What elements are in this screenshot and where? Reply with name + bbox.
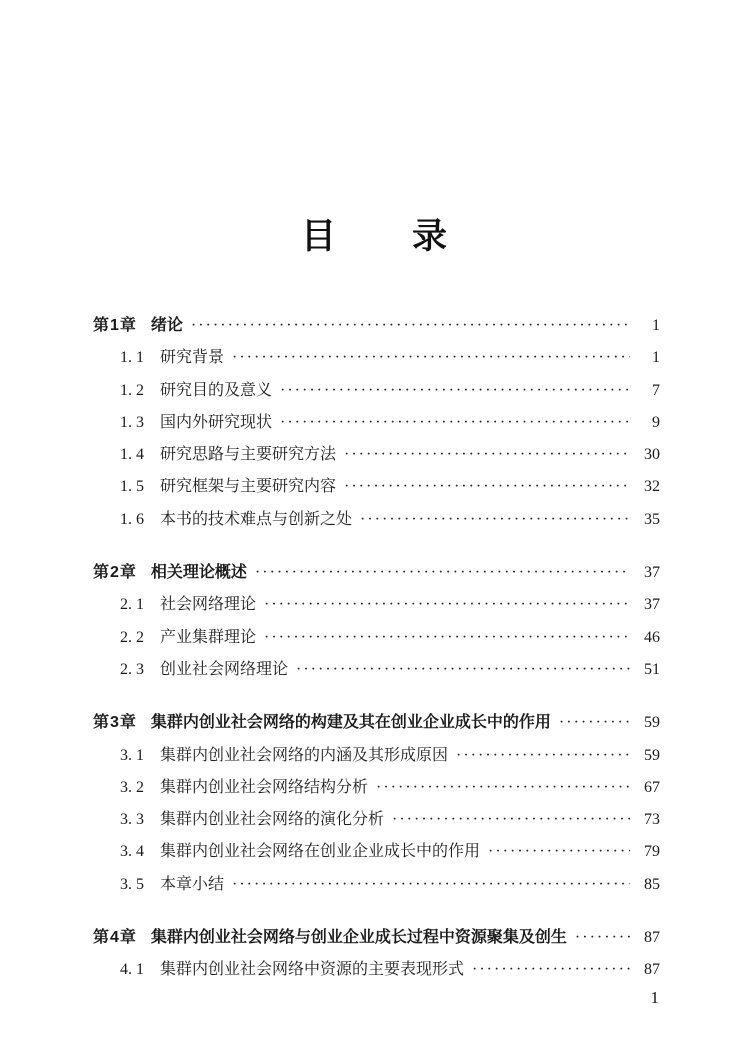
entry-number: 3. 3 (120, 811, 144, 829)
entry-title: 集群内创业社会网络结构分析 (160, 778, 369, 796)
entry-title: 本书的技术难点与创新之处 (160, 510, 353, 528)
entry-title: 创业社会网络理论 (160, 660, 289, 678)
toc-item-row (93, 654, 660, 686)
dot-leader (296, 654, 630, 686)
entry-title: 社会网络理论 (160, 596, 257, 614)
entry-title: 研究思路与主要研究方法 (160, 446, 337, 464)
toc-item-row (93, 504, 660, 536)
toc-item-row (93, 740, 660, 772)
toc-item-row (93, 954, 660, 986)
entry-page: 87 (644, 929, 660, 947)
toc-chapter-row (93, 557, 660, 589)
toc-chapter-row (93, 310, 660, 342)
chapter-label: 第1章 (93, 317, 137, 334)
chapter-title: 相关理论概述 (150, 564, 247, 582)
toc-item-row (93, 407, 660, 439)
entry-page: 1 (652, 317, 660, 334)
toc-item-row (93, 804, 660, 836)
toc-item-row (93, 836, 660, 868)
entry-page: 73 (644, 811, 660, 829)
entry-number: 3. 4 (120, 843, 144, 861)
entry-page: 59 (644, 714, 660, 732)
toc-section-chapter-3 (93, 707, 660, 901)
toc-item-row (93, 471, 660, 503)
entry-title: 本章小结 (160, 875, 225, 893)
dot-leader (456, 740, 630, 772)
chapter-label: 第3章 (93, 714, 137, 732)
chapter-title: 集群内创业社会网络与创业企业成长过程中资源聚集及创生 (150, 929, 567, 947)
entry-page: 59 (644, 746, 660, 764)
dot-leader (559, 707, 630, 739)
toc-chapter-row (93, 707, 660, 739)
entry-title: 研究背景 (160, 349, 225, 367)
entry-number: 1. 1 (120, 349, 144, 367)
entry-title: 集群内创业社会网络的演化分析 (160, 811, 385, 829)
toc-section-chapter-2 (93, 557, 660, 686)
chapter-label: 第4章 (93, 929, 137, 947)
dot-leader (232, 342, 630, 374)
entry-page: 79 (644, 843, 660, 861)
dot-leader (280, 407, 630, 439)
dot-leader (232, 869, 630, 901)
entry-number: 1. 6 (120, 510, 144, 528)
entry-page: 87 (644, 961, 660, 979)
chapter-label: 第2章 (93, 564, 137, 582)
toc-item-row (93, 869, 660, 901)
dot-leader (280, 375, 630, 407)
entry-number: 3. 2 (120, 778, 144, 796)
dot-leader (472, 954, 630, 986)
toc-item-row (93, 622, 660, 654)
entry-title: 集群内创业社会网络在创业企业成长中的作用 (160, 843, 481, 861)
dot-leader (488, 836, 630, 868)
entry-number: 1. 2 (120, 381, 144, 399)
entry-page: 1 (652, 349, 660, 367)
entry-title: 产业集群理论 (160, 628, 257, 646)
entry-page: 9 (652, 413, 660, 431)
entry-number: 1. 3 (120, 413, 144, 431)
entry-page: 46 (644, 628, 660, 646)
dot-leader (344, 439, 630, 471)
toc-section-chapter-1 (93, 310, 660, 536)
entry-page: 30 (644, 446, 660, 464)
entry-number: 2. 3 (120, 660, 144, 678)
dot-leader (575, 922, 630, 954)
toc-item-row (93, 439, 660, 471)
dot-leader (392, 804, 630, 836)
entry-page: 85 (644, 875, 660, 893)
dot-leader (264, 622, 630, 654)
entry-page: 51 (644, 660, 660, 678)
toc-chapter-row (93, 922, 660, 954)
dot-leader (376, 772, 630, 804)
toc-section-chapter-4 (93, 922, 660, 987)
dot-leader (255, 557, 630, 589)
table-of-contents (93, 310, 660, 987)
entry-number: 2. 1 (120, 596, 144, 614)
dot-leader (191, 310, 630, 342)
entry-page: 67 (644, 778, 660, 796)
entry-page: 37 (644, 564, 660, 582)
chapter-title: 集群内创业社会网络的构建及其在创业企业成长中的作用 (150, 714, 551, 732)
entry-title: 国内外研究现状 (160, 413, 273, 431)
entry-number: 2. 2 (120, 628, 144, 646)
entry-number: 3. 1 (120, 746, 144, 764)
entry-page: 32 (644, 478, 660, 496)
entry-number: 1. 4 (120, 446, 144, 464)
toc-item-row (93, 589, 660, 621)
entry-page: 35 (644, 510, 660, 528)
page-title: 目 录 (300, 217, 449, 256)
chapter-title: 绪论 (150, 317, 183, 334)
entry-number: 4. 1 (120, 961, 144, 979)
entry-title: 研究目的及意义 (160, 381, 273, 399)
entry-page: 7 (652, 381, 660, 399)
dot-leader (344, 471, 630, 503)
entry-number: 1. 5 (120, 478, 144, 496)
entry-number: 3. 5 (120, 875, 144, 893)
toc-item-row (93, 375, 660, 407)
entry-page: 37 (644, 596, 660, 614)
folio-page-number: 1 (650, 988, 659, 1007)
entry-title: 研究框架与主要研究内容 (160, 478, 337, 496)
toc-item-row (93, 342, 660, 374)
entry-title: 集群内创业社会网络中资源的主要表现形式 (160, 961, 465, 979)
dot-leader (360, 504, 630, 536)
toc-item-row (93, 772, 660, 804)
entry-title: 集群内创业社会网络的内涵及其形成原因 (160, 746, 449, 764)
dot-leader (264, 589, 630, 621)
